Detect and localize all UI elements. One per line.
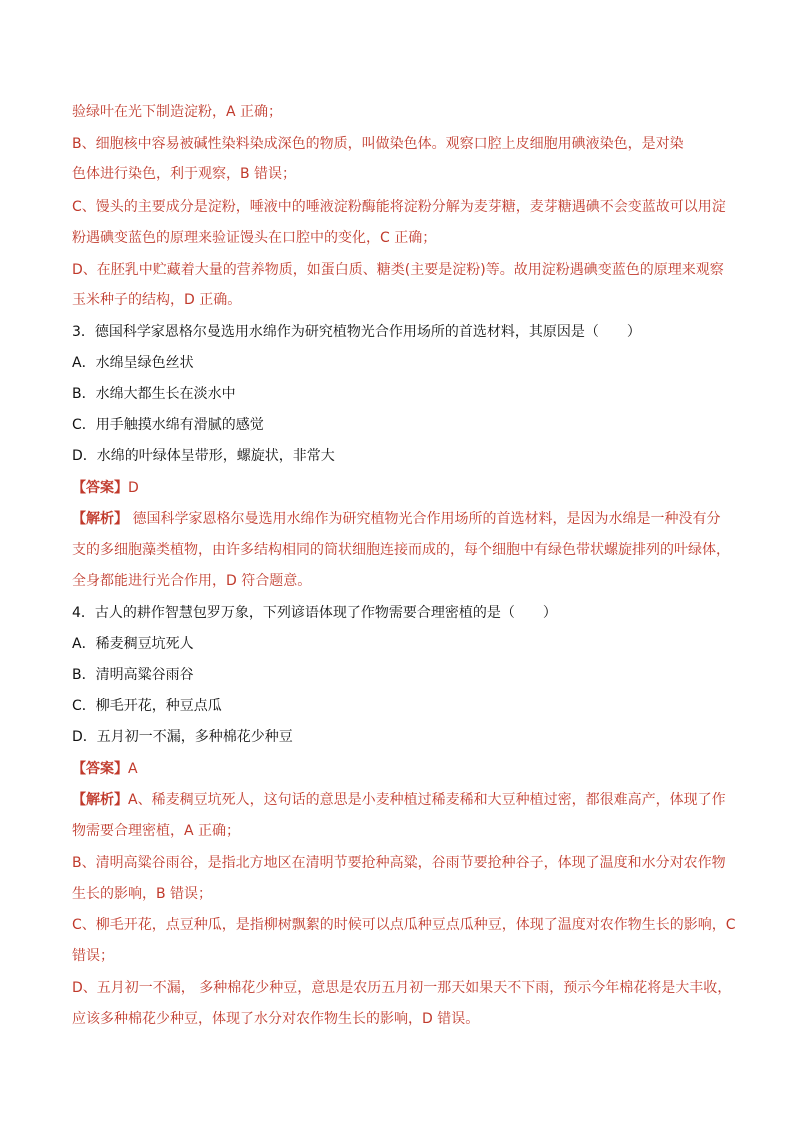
- question-3-analysis-line: 全身都能进行光合作用，D 符合题意。: [72, 573, 312, 589]
- question-3-option-a: A．水绵呈绿色丝状: [72, 355, 194, 371]
- question-4-analysis-line: B、清明高粱谷雨谷，是指北方地区在清明节要抢种高粱，谷雨节要抢种谷子，体现了温度和水分对农作物: [72, 855, 726, 871]
- question-3-analysis-line: 支的多细胞藻类植物，由许多结构相同的筒状细胞连接而成的，每个细胞中有绿色带状螺旋排列的叶绿体，: [72, 542, 730, 558]
- explanation-line: B、细胞核中容易被碱性染料染成深色的物质，叫做染色体。观察口腔上皮细胞用碘液染色，是对染: [72, 136, 684, 152]
- explanation-line: 玉米种子的结构，D 正确。: [72, 292, 242, 308]
- explanation-line: C、馒头的主要成分是淀粉，唾液中的唾液淀粉酶能将淀粉分解为麦芽糖，麦芽糖遇碘不会变蓝故可以用淀: [72, 199, 726, 215]
- answer-value: D: [128, 480, 139, 496]
- answer-value: A: [128, 761, 138, 777]
- question-3-analysis-line: [72, 509, 720, 529]
- question-4-option-a: A．稀麦稠豆坑死人: [72, 636, 194, 652]
- analysis-text: 德国科学家恩格尔曼选用水绵作为研究植物光合作用场所的首选材料，是因为水绵是一种没有分: [128, 511, 721, 527]
- question-4-stem: 4．古人的耕作智慧包罗万象，下列谚语体现了作物需要合理密植的是（ ）: [72, 605, 557, 621]
- question-4-analysis-line: [72, 790, 726, 810]
- answer-tag: 【答案】: [72, 480, 128, 496]
- answer-tag: 【答案】: [72, 761, 128, 777]
- analysis-text: A、稀麦稠豆坑死人，这句话的意思是小麦种植过稀麦稀和大豆种植过密，都很难高产，体现了作: [128, 792, 726, 808]
- question-3-option-c: C．用手触摸水绵有滑腻的感觉: [72, 417, 264, 433]
- analysis-tag: 【解析】: [72, 511, 128, 527]
- question-4-analysis-line: 错误；: [72, 948, 114, 964]
- explanation-line: 验绿叶在光下制造淀粉，A 正确；: [72, 104, 283, 120]
- question-4-option-d: D．五月初一不漏，多种棉花少种豆: [72, 729, 293, 745]
- question-4-analysis-line: 应该多种棉花少种豆，体现了水分对农作物生长的影响，D 错误。: [72, 1011, 480, 1027]
- question-4-option-c: C．柳毛开花，种豆点瓜: [72, 698, 222, 714]
- question-4-option-b: B．清明高粱谷雨谷: [72, 667, 194, 683]
- explanation-line: 粉遇碘变蓝色的原理来验证馒头在口腔中的变化，C 正确；: [72, 230, 437, 246]
- question-4-analysis-line: 物需要合理密植，A 正确；: [72, 823, 241, 839]
- question-3-option-d: D．水绵的叶绿体呈带形，螺旋状，非常大: [72, 448, 335, 464]
- question-4-analysis-line: C、柳毛开花，点豆种瓜，是指柳树飘絮的时候可以点瓜种豆点瓜种豆，体现了温度对农作物生长的影响，C: [72, 917, 736, 933]
- analysis-tag: 【解析】: [72, 792, 128, 808]
- question-3-answer: [72, 478, 139, 498]
- question-4-analysis-line: 生长的影响，B 错误；: [72, 886, 213, 902]
- explanation-line: 色体进行染色，利于观察，B 错误；: [72, 166, 297, 182]
- question-3-option-b: B．水绵大都生长在淡水中: [72, 386, 236, 402]
- question-3-stem: 3．德国科学家恩格尔曼选用水绵作为研究植物光合作用场所的首选材料，其原因是（ ）: [72, 324, 641, 340]
- question-4-analysis-line: D、五月初一不漏， 多种棉花少种豆，意思是农历五月初一那天如果天不下雨，预示今年棉花将是大丰收，: [72, 980, 732, 996]
- explanation-line: D、在胚乳中贮藏着大量的营养物质，如蛋白质、糖类(主要是淀粉)等。故用淀粉遇碘变蓝色的原理来观察: [72, 262, 724, 278]
- question-4-answer: [72, 759, 138, 779]
